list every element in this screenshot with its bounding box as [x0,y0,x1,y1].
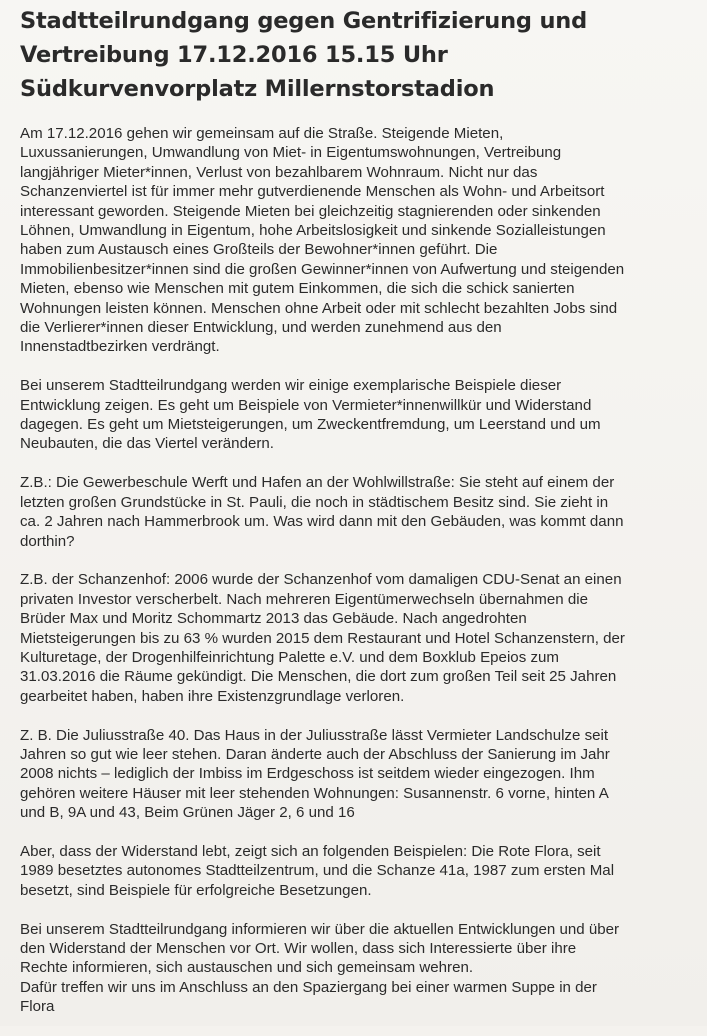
text-line: 2008 nichts – lediglich der Imbiss im Erdgeschoss ist seitdem wieder eingezogen. Ihm [20,765,595,783]
paragraph-juliusstrasse [20,726,692,823]
text-line: Luxussanierungen, Umwandlung von Miet- in Eigentumswohnungen, Vertreibung [20,144,562,162]
text-line: 31.03.2016 die Räume gekündigt. Die Menschen, die dort zum großen Teil seit 25 Jahren [20,668,617,686]
text-line: Am 17.12.2016 gehen wir gemeinsam auf die Straße. Steigende Mieten, [20,125,504,142]
text-line: und B, 9A und 43, Beim Grünen Jäger 2, 6 und 16 [20,804,355,822]
text-line: Aber, dass der Widerstand lebt, zeigt sich an folgenden Beispielen: Die Rote Flora, seit [20,842,601,860]
paragraph-widerstand [20,842,692,900]
paragraph-gewerbeschule [20,473,692,551]
text-line: Kulturetage, der Drogenhilfeinrichtung Palette e.V. und dem Boxklub Epeios zum [20,648,559,666]
title-line: Südkurvenvorplatz Millernstorstadion [20,76,495,102]
text-line: dagegen. Es geht um Mietsteigerungen, um Zweckentfremdung, um Leerstand und um [20,416,601,434]
text-line: dorthin? [20,532,75,550]
flyer-body [20,124,692,1036]
text-line: Jahren so gut wie leer stehen. Daran änderte auch der Abschluss der Sanierung im Jahr [20,745,610,763]
text-line: Dafür treffen wir uns im Anschluss an den Spaziergang bei einer warmen Suppe in der [20,978,597,996]
text-line: Bei unserem Stadtteilrundgang werden wir einige exemplarische Beispiele dieser [20,377,562,395]
text-line: Flora [20,998,55,1016]
text-line: interessant geworden. Steigende Mieten bei gleichzeitig stagnierenden oder sinkenden [20,202,601,220]
text-line: Immobilienbesitzer*innen sind die großen Gewinner*innen von Aufwertung und steigenden [20,260,625,278]
text-line: langjähriger Mieter*innen, Verlust von bezahlbarem Wohnraum. Nicht nur das [20,163,538,181]
text-line: Z.B. der Schanzenhof: 2006 wurde der Schanzenhof vom damaligen CDU-Senat an einen [20,571,622,589]
text-line: den Widerstand der Menschen vor Ort. Wir wollen, dass sich Interessierte über ihre [20,939,577,957]
text-line: besetzt, sind Beispiele für erfolgreiche Besetzungen. [20,881,372,899]
text-line: 1989 besetztes autonomes Stadtteilzentrum, und die Schanze 41a, 1987 zum ersten Mal [20,862,615,880]
text-line: Innenstadtbezirken verdrängt. [20,338,220,356]
text-line: Wohnungen leisten können. Menschen ohne Arbeit oder mit schlecht bezahlten Jobs sind [20,299,618,317]
text-line: gearbeitet haben, haben ihre Existenzgrundlage verloren. [20,687,405,705]
paragraph-rundgang [20,376,692,454]
paragraph-schluss [20,920,692,1017]
text-line: Entwicklung zeigen. Es geht um Beispiele von Vermieter*innenwillkür und Widerstand [20,396,592,414]
paragraph-intro [20,124,692,357]
text-line: Schanzenviertel ist für immer mehr gutverdienende Menschen als Wohn- und Arbeitsort [20,183,605,201]
text-line: Brüder Max und Moritz Schommartz 2013 das Gebäude. Nach angedrohten [20,610,527,628]
text-line: die Verlierer*innen dieser Entwicklung, und werden zunehmend aus den [20,319,502,337]
text-line: Rechte informieren, sich austauschen und sich gemeinsam wehren. [20,959,474,977]
text-line: gehören weitere Häuser mit leer stehenden Wohnungen: Susannenstr. 6 vorne, hinten A [20,784,609,802]
text-line: Neubauten, die das Viertel verändern. [20,435,274,453]
text-line: Mieten, ebenso wie Menschen mit gutem Einkommen, die sich die schick sanierten [20,280,575,298]
text-line: Löhnen, Umwandlung in Eigentum, hohe Arbeitslosigkeit und sinkende Sozialleistungen [20,222,606,240]
text-line: privaten Investor verscherbelt. Nach mehreren Eigentümerwechseln übernahmen die [20,590,588,608]
title-line: Vertreibung 17.12.2016 15.15 Uhr [20,42,448,68]
flyer-title [20,4,690,106]
paragraph-schanzenhof [20,570,692,706]
text-line: Mietsteigerungen bis zu 63 % wurden 2015 dem Restaurant und Hotel Schanzenstern, der [20,629,625,647]
title-line: Stadtteilrundgang gegen Gentrifizierung und [20,8,588,34]
text-line: Z. B. Die Juliusstraße 40. Das Haus in der Juliusstraße lässt Vermieter Landschulze seit [20,726,609,744]
text-line: letzten großen Grundstücke in St. Pauli, die noch in städtischem Besitz sind. Sie zieht in [20,493,609,511]
text-line: ca. 2 Jahren nach Hammerbrook um. Was wird dann mit den Gebäuden, was kommt dann [20,513,624,531]
text-line: Z.B.: Die Gewerbeschule Werft und Hafen an der Wohlwillstraße: Sie steht auf einem der [20,474,615,492]
text-line: Bei unserem Stadtteilrundgang informieren wir über die aktuellen Entwicklungen und über [20,920,620,938]
text-line: haben zum Austausch eines Großteils der Bewohner*innen geführt. Die [20,241,498,259]
